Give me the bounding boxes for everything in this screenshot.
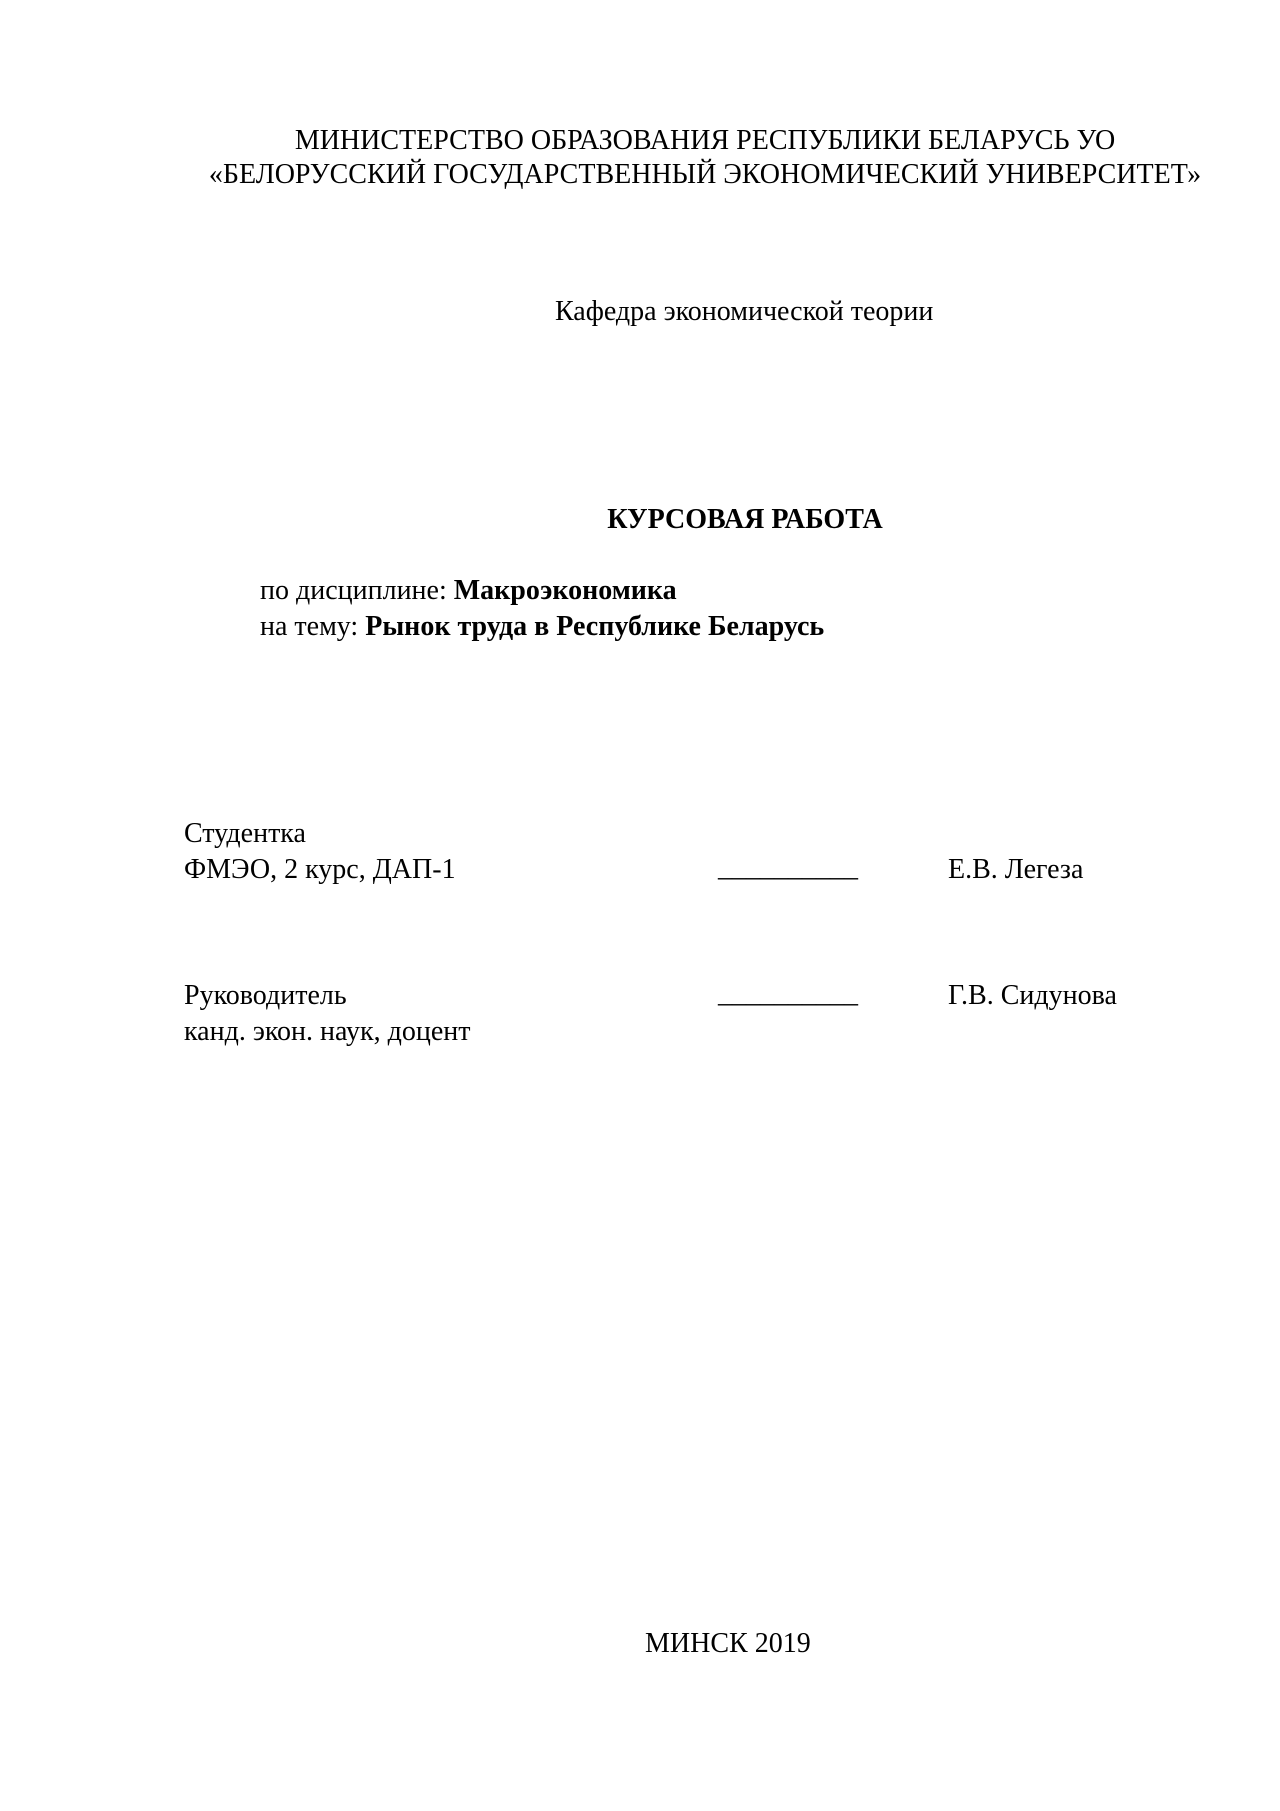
- ministry-line: МИНИСТЕРСТВО ОБРАЗОВАНИЯ РЕСПУБЛИКИ БЕЛАРУСЬ УО: [294, 125, 1116, 156]
- student-signature-line: __________: [718, 852, 858, 883]
- supervisor-degree: канд. экон. наук, доцент: [184, 1016, 471, 1047]
- topic-line: [260, 609, 824, 645]
- department-name: Кафедра экономической теории: [555, 296, 934, 327]
- supervisor-label: Руководитель: [184, 980, 347, 1011]
- city-year: МИНСК 2019: [645, 1628, 811, 1659]
- discipline-label: по дисциплине:: [260, 575, 454, 606]
- discipline-value: Макроэкономика: [453, 575, 677, 606]
- university-line: «БЕЛОРУССКИЙ ГОСУДАРСТВЕННЫЙ ЭКОНОМИЧЕСКИЙ УНИВЕРСИТЕТ»: [208, 159, 1202, 190]
- student-label: Студентка: [184, 818, 306, 849]
- ministry-header: [185, 124, 1225, 192]
- supervisor-signature-line: __________: [718, 978, 858, 1009]
- document-title: КУРСОВАЯ РАБОТА: [607, 504, 883, 535]
- student-name: Е.В. Легеза: [948, 854, 1084, 885]
- topic-label: на тему:: [260, 611, 366, 642]
- supervisor-name: Г.В. Сидунова: [948, 980, 1117, 1011]
- discipline-line: [260, 573, 677, 609]
- student-group: ФМЭО, 2 курс, ДАП-1: [184, 854, 456, 885]
- topic-value: Рынок труда в Республике Беларусь: [365, 611, 825, 642]
